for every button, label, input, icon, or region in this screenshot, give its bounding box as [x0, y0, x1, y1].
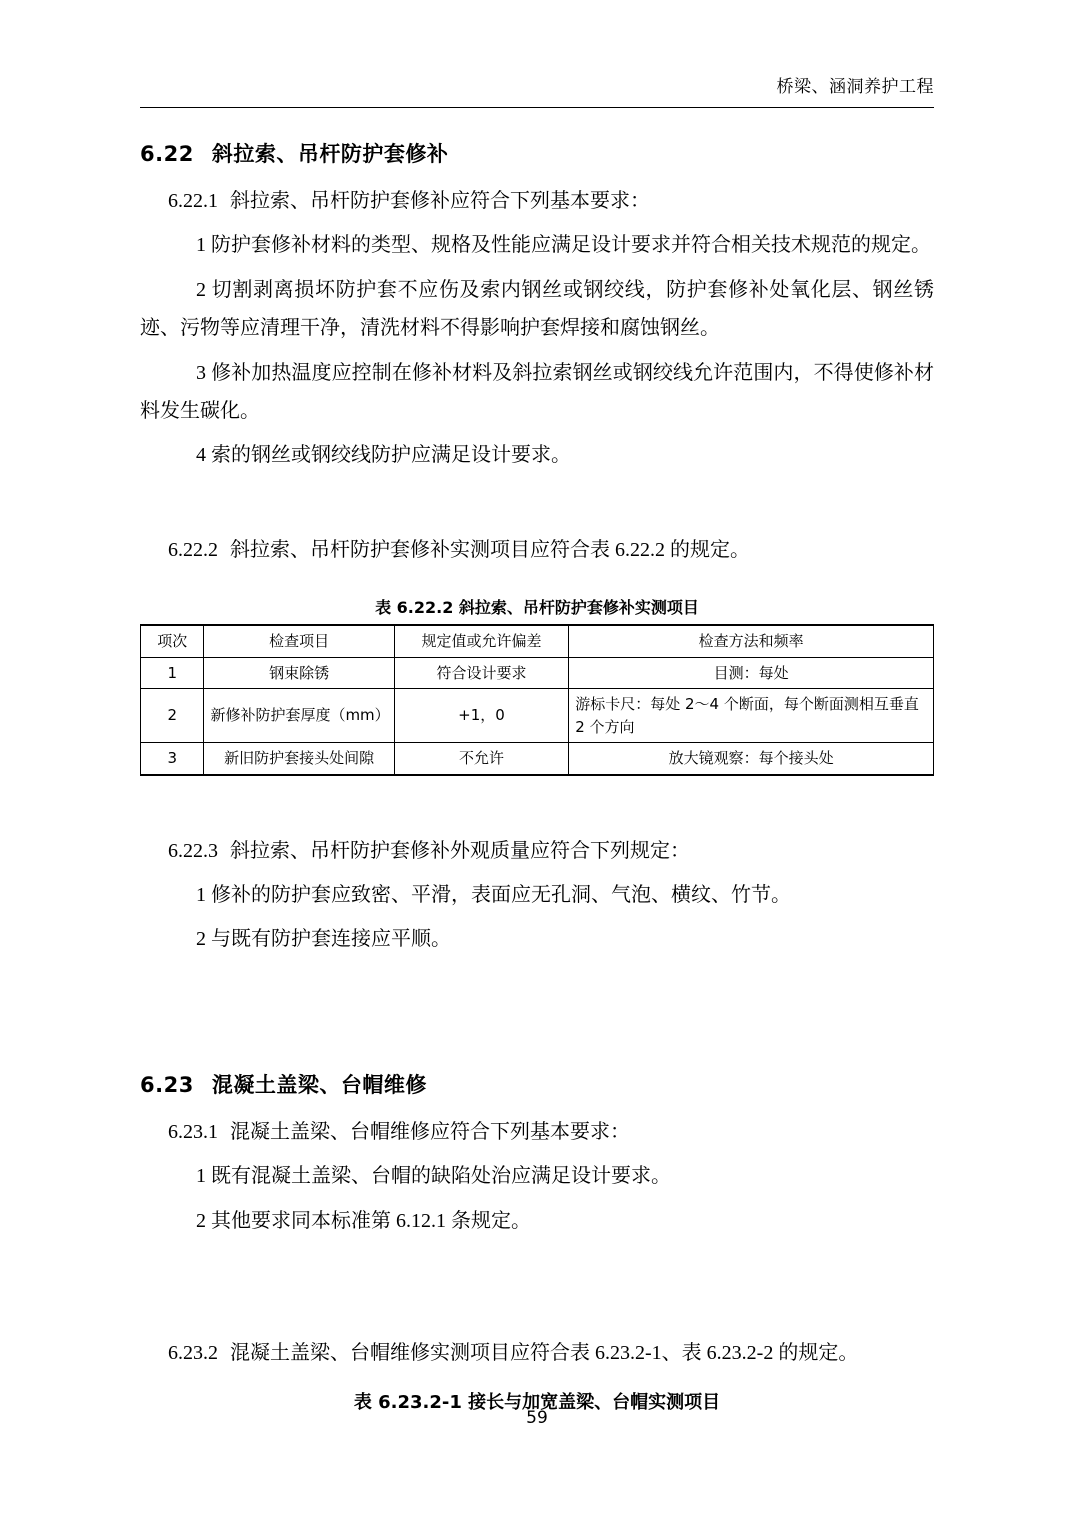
column-header: 项次: [141, 625, 204, 657]
cell-method: 放大镜观察：每个接头处: [569, 743, 934, 775]
list-item: 1 修补的防护套应致密、平滑，表面应无孔洞、气泡、横纹、竹节。: [196, 884, 791, 907]
table-row: [141, 743, 934, 775]
table-6-22-2: [140, 624, 934, 776]
table-row: [141, 657, 934, 689]
cell-item: 新旧防护套接头处间隙: [204, 743, 394, 775]
section-title: 斜拉索、吊杆防护套修补: [211, 142, 449, 166]
page-header: [140, 0, 934, 97]
column-header: 规定值或允许偏差: [394, 625, 568, 657]
clause-6-22-2: [140, 531, 934, 569]
clause-6-23-1: [140, 1113, 934, 1151]
clause-text: 混凝土盖梁、台帽维修应符合下列基本要求：: [230, 1120, 630, 1143]
cell-spec: 符合设计要求: [394, 657, 568, 689]
header-divider: [140, 107, 934, 108]
cell-method: 目测：每处: [569, 657, 934, 689]
list-item: 1 防护套修补材料的类型、规格及性能应满足设计要求并符合相关技术规范的规定。: [196, 234, 931, 257]
cell-method: 游标卡尺：每处 2～4 个断面，每个断面测相互垂直 2 个方向: [569, 689, 934, 743]
list-item: 2 与既有防护套连接应平顺。: [196, 928, 451, 951]
list-item: 2 其他要求同本标准第 6.12.1 条规定。: [196, 1209, 531, 1232]
table-caption-2: 表 6.23.2-1 接长与加宽盖梁、台帽实测项目: [353, 1392, 721, 1414]
clause-number: 6.22.3: [168, 839, 218, 862]
table-caption-1: 表 6.22.2 斜拉索、吊杆防护套修补实测项目: [375, 598, 699, 618]
list-item: 3 修补加热温度应控制在修补材料及斜拉索钢丝或钢绞线允许范围内，不得使修补材料发生碳化。: [140, 361, 934, 422]
section-number: 6.23: [140, 1072, 194, 1097]
cell-no: 1: [141, 657, 204, 689]
cell-no: 2: [141, 689, 204, 743]
cell-no: 3: [141, 743, 204, 775]
spacer: [140, 475, 934, 517]
clause-6-23-2: [140, 1334, 934, 1372]
clause-number: 6.23.1: [168, 1120, 218, 1143]
section-title: 混凝土盖梁、台帽维修: [211, 1072, 427, 1097]
spacer: [140, 1240, 934, 1296]
spacer: [140, 776, 934, 818]
section-number: 6.22: [140, 142, 194, 166]
clause-text: 斜拉索、吊杆防护套修补应符合下列基本要求：: [230, 190, 650, 212]
clause-text: 斜拉索、吊杆防护套修补实测项目应符合表 6.22.2 的规定。: [230, 538, 750, 561]
column-header: 检查项目: [204, 625, 394, 657]
list-item: 1 既有混凝土盖梁、台帽的缺陷处治应满足设计要求。: [196, 1165, 671, 1188]
section-heading-6-22: [140, 138, 934, 168]
cell-spec: +1，0: [394, 689, 568, 743]
table-row: [141, 689, 934, 743]
list-item: 4 索的钢丝或钢绞线防护应满足设计要求。: [196, 444, 571, 467]
cell-spec: 不允许: [394, 743, 568, 775]
spacer: [140, 1015, 934, 1039]
spacer: [140, 959, 934, 1015]
clause-6-22-3: [140, 832, 934, 870]
clause-number: 6.23.2: [168, 1341, 218, 1364]
clause-text: 混凝土盖梁、台帽维修实测项目应符合表 6.23.2-1、表 6.23.2-2 的规定。: [230, 1341, 859, 1364]
clause-6-22-1: [140, 182, 934, 220]
section-heading-6-23: [140, 1069, 934, 1099]
page-number: 59: [526, 1408, 548, 1428]
running-title: 桥梁、涵洞养护工程: [776, 77, 934, 97]
cell-item: 新修补防护套厚度（mm）: [204, 689, 394, 743]
spacer: [140, 1296, 934, 1320]
clause-number: 6.22.1: [168, 190, 218, 212]
table-header-row: [141, 625, 934, 657]
list-item: 2 切割剥离损坏防护套不应伤及索内钢丝或钢绞线，防护套修补处氧化层、钢丝锈迹、污物等应清理干净，清洗材料不得影响护套焊接和腐蚀钢丝。: [140, 278, 934, 340]
clause-text: 斜拉索、吊杆防护套修补外观质量应符合下列规定：: [230, 839, 690, 862]
column-header: 检查方法和频率: [569, 625, 934, 657]
clause-number: 6.22.2: [168, 538, 218, 561]
cell-item: 钢束除锈: [204, 657, 394, 689]
